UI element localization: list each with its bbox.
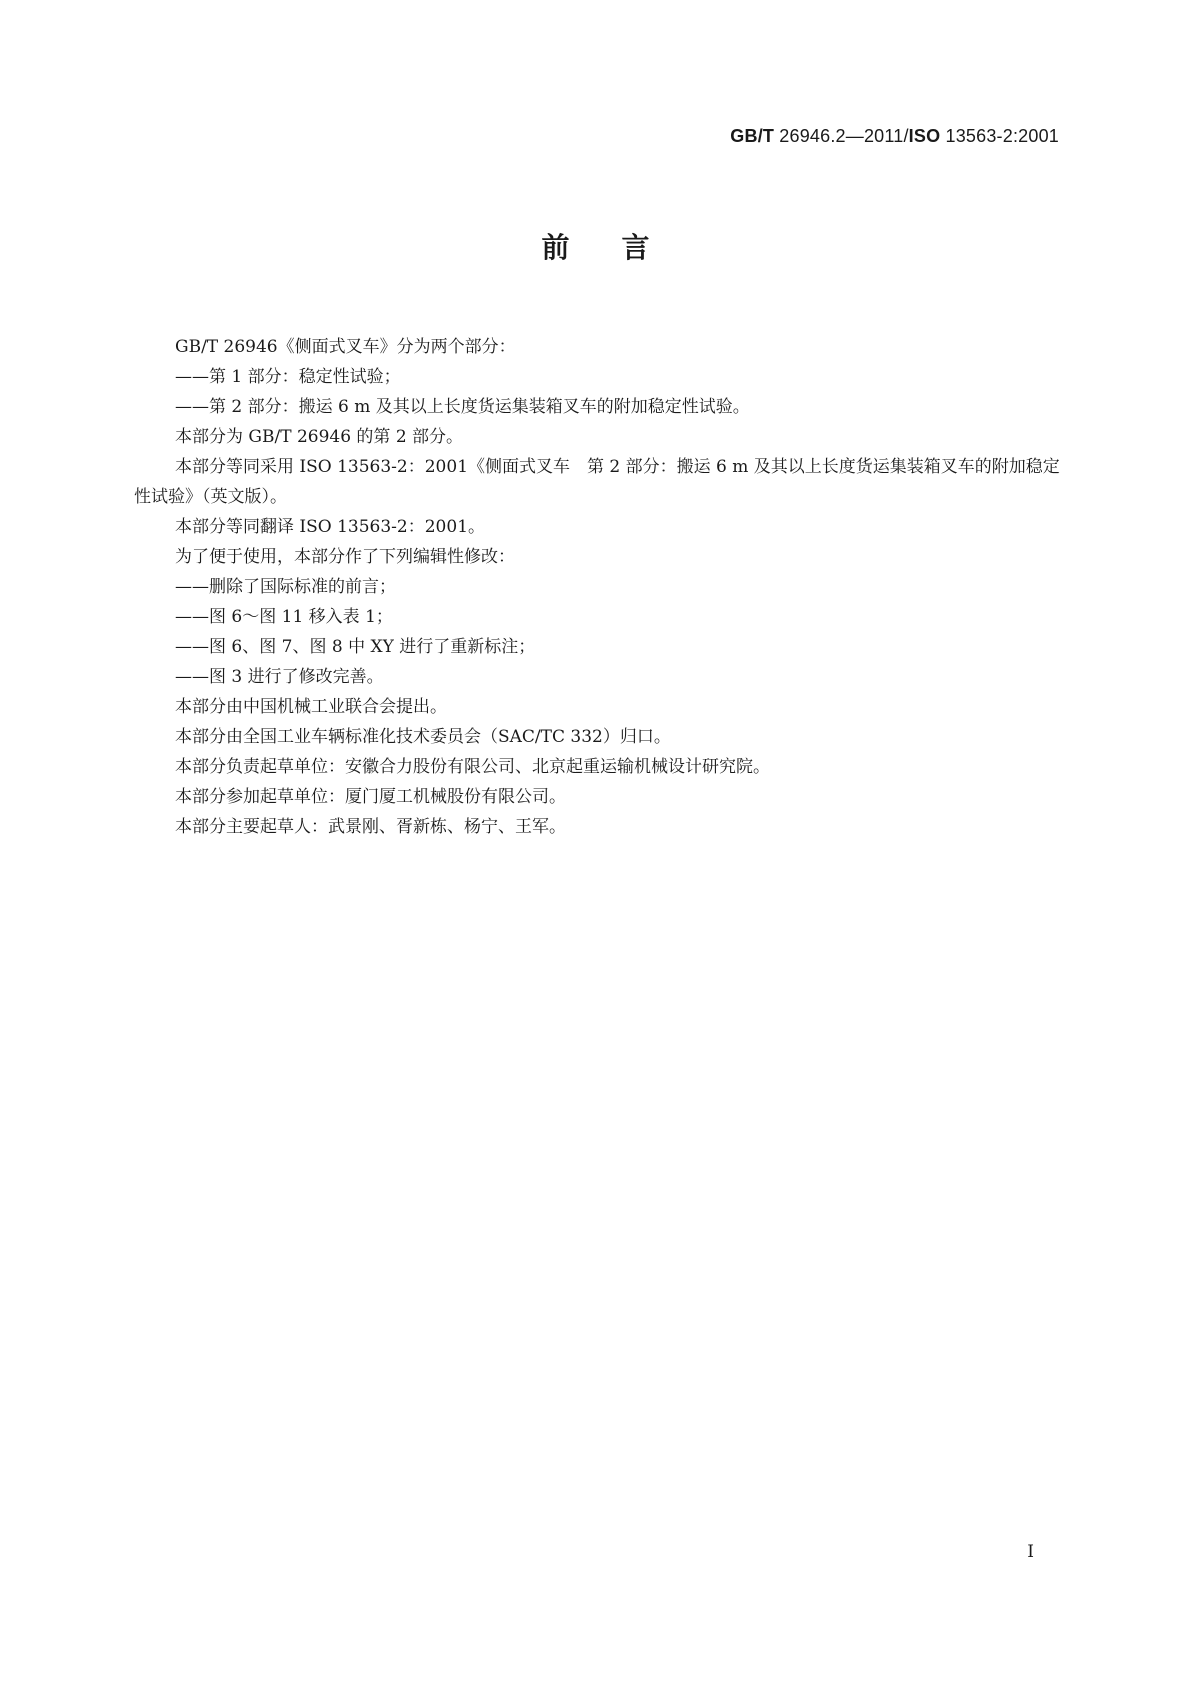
paragraph: 本部分负责起草单位：安徽合力股份有限公司、北京起重运输机械设计研究院。 <box>175 757 770 777</box>
standard-number: 26946.2—2011/ <box>774 126 909 146</box>
list-item: ——图 3 进行了修改完善。 <box>175 667 384 687</box>
paragraph: 本部分等同采用 ISO 13563-2：2001《侧面式叉车 第 2 部分：搬运 6 m 及其以上长度货运集装箱叉车的附加稳定性试验》（英文版）。 <box>134 457 1060 507</box>
list-item: ——第 1 部分：稳定性试验； <box>175 367 401 387</box>
list-item: ——第 2 部分：搬运 6 m 及其以上长度货运集装箱叉车的附加稳定性试验。 <box>175 397 750 417</box>
iso-number: 13563-2:2001 <box>940 126 1059 146</box>
paragraph: 本部分主要起草人：武景刚、胥新栋、杨宁、王军。 <box>175 817 566 837</box>
paragraph: 为了便于使用，本部分作了下列编辑性修改： <box>175 547 515 567</box>
paragraph: 本部分等同翻译 ISO 13563-2：2001。 <box>175 517 486 537</box>
list-item: ——图 6～图 11 移入表 1； <box>175 607 393 627</box>
standard-prefix: GB/T <box>730 126 775 146</box>
paragraph: GB/T 26946《侧面式叉车》分为两个部分： <box>175 337 516 357</box>
page-title: 前言 <box>541 231 702 264</box>
list-item: ——删除了国际标准的前言； <box>175 577 396 597</box>
list-item: ——图 6、图 7、图 8 中 XY 进行了重新标注； <box>175 637 536 657</box>
paragraph: 本部分参加起草单位：厦门厦工机械股份有限公司。 <box>175 787 566 807</box>
iso-prefix: ISO <box>908 126 941 146</box>
paragraph: 本部分由中国机械工业联合会提出。 <box>175 697 447 717</box>
document-body <box>134 332 1072 842</box>
paragraph: 本部分由全国工业车辆标准化技术委员会（SAC/TC 332）归口。 <box>175 727 671 747</box>
paragraph: 本部分为 GB/T 26946 的第 2 部分。 <box>175 427 464 447</box>
standard-code <box>730 126 1059 147</box>
page-number: I <box>1027 1542 1034 1562</box>
